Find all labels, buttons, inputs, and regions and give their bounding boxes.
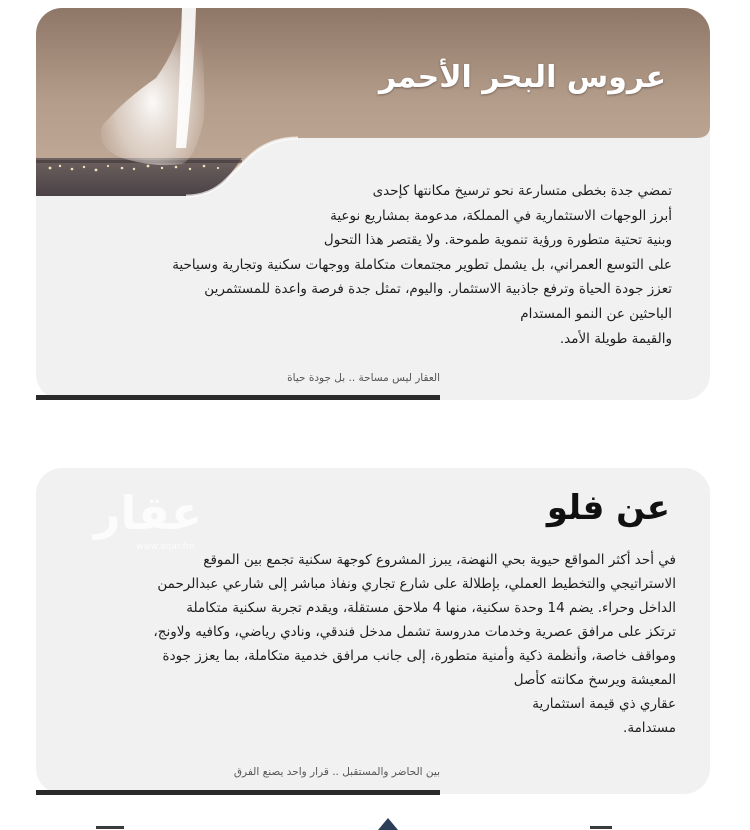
section-paragraph (72, 179, 672, 351)
paragraph-line: وبنية تحتية متطورة ورؤية تنموية طموحة. ولا يقتصر هذا التحول (323, 232, 672, 249)
paragraph-line: ومواقف خاصة، وأنظمة ذكية وأمنية متطورة، إلى جانب مرافق خدمية متكاملة، بما يعزز جودة (162, 648, 676, 664)
next-page-edge (0, 810, 750, 830)
paragraph-line: ترتكز على مرافق عصرية وخدمات مدروسة تشمل مدخل فندقي، ونادي رياضي، وكافيه ولاونج، (153, 624, 676, 640)
section-paragraph (70, 548, 676, 740)
section-divider (36, 790, 440, 795)
paragraph-line: الباحثين عن النمو المستدام (520, 305, 672, 322)
section-card-about-flow (36, 468, 710, 794)
paragraph-line: عقاري ذي قيمة استثمارية (532, 696, 676, 712)
edge-mark (590, 826, 612, 829)
paragraph-line: الاستراتيجي والتخطيط العملي، بإطلالة على شارع تجاري ونفاذ مباشر إلى شارعي عبدالرحمن (157, 576, 676, 592)
paragraph-line: والقيمة طويلة الأمد. (559, 330, 672, 347)
section-caption: بين الحاضر والمستقبل .. قرار واحد يصنع الفرق (233, 766, 440, 778)
paragraph-line: تعزز جودة الحياة وترفع جاذبية الاستثمار. واليوم، تمثل جدة فرصة واعدة للمستثمرين (204, 281, 672, 298)
paragraph-line: في أحد أكثر المواقع حيوية بحي النهضة، يبرز المشروع كوجهة سكنية تجمع بين الموقع (203, 552, 676, 568)
paragraph-line: مستدامة. (623, 720, 676, 736)
aqar-watermark: عقار (94, 486, 203, 540)
logo-fragment-icon (378, 818, 398, 830)
section-caption: العقار ليس مساحة .. بل جودة حياة (287, 372, 440, 384)
section-card-red-sea (36, 8, 710, 400)
section-title: عروس البحر الأحمر (378, 60, 666, 95)
paragraph-line: المعيشة ويرسخ مكانته كأصل (513, 672, 676, 688)
paragraph-line: الداخل وحراء. يضم 14 وحدة سكنية، منها 4 ملاحق مستقلة، ويقدم تجربة سكنية متكاملة (186, 600, 676, 616)
section-title: عن فلو (546, 488, 670, 528)
section-divider (36, 395, 440, 400)
aqar-watermark-url: www.aqar.fm (136, 542, 195, 552)
paragraph-line: تمضي جدة بخطى متسارعة نحو ترسيخ مكانتها كإحدى (372, 183, 672, 199)
paragraph-line: على التوسع العمراني، بل يشمل تطوير مجتمعات متكاملة ووجهات سكنية وتجارية وسياحية (172, 256, 672, 273)
paragraph-line: أبرز الوجهات الاستثمارية في المملكة، مدعومة بمشاريع نوعية (330, 207, 672, 224)
edge-mark (96, 826, 124, 829)
